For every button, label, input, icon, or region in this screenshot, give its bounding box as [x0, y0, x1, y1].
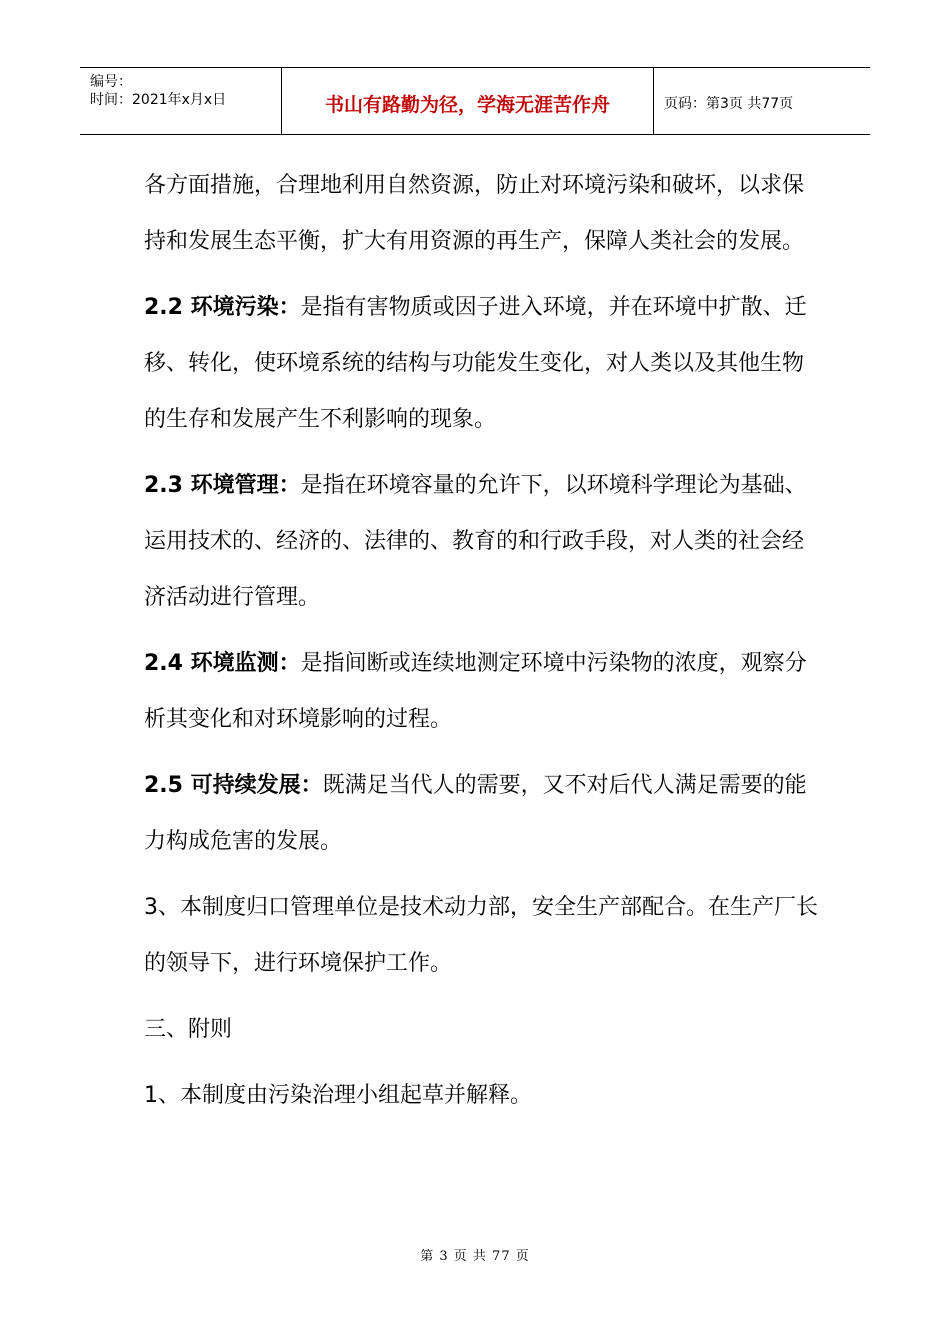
definition-term: 2.5 可持续发展：: [144, 773, 323, 798]
document-body: [144, 158, 824, 1134]
definition-term: 2.2 环境污染：: [144, 295, 301, 320]
document-time-label: 时间：2021年x月x日: [90, 92, 227, 108]
definition-environmental-monitoring: [144, 636, 824, 748]
definition-text: 既满足当代人的需要，又不对后代人满足需要的能力构成危害的发展。: [144, 773, 807, 854]
definition-term: 2.3 环境管理：: [144, 473, 301, 498]
page-footer: 第 3 页 共 77 页: [420, 1249, 530, 1264]
header-page-info: 页码：第3页 共77页: [664, 96, 794, 112]
definition-text: 是指在环境容量的允许下，以环境科学理论为基础、运用技术的、经济的、法律的、教育的和行政手段，对人类的社会经济活动进行管理。: [144, 473, 807, 610]
definition-text: 是指有害物质或因子进入环境，并在环境中扩散、迁移、转化，使环境系统的结构与功能发生变化，对人类以及其他生物的生存和发展产生不利影响的现象。: [144, 295, 807, 432]
definition-environmental-management: [144, 458, 824, 626]
definition-environmental-pollution: [144, 280, 824, 448]
document-number-label: 编号：: [90, 74, 132, 90]
definition-term: 2.4 环境监测：: [144, 651, 301, 676]
definition-sustainable-development: [144, 758, 824, 870]
paragraph: 各方面措施，合理地利用自然资源，防止对环境污染和破坏，以求保持和发展生态平衡，扩大有用资源的再生产，保障人类社会的发展。: [144, 173, 805, 254]
paragraph: 3、本制度归口管理单位是技术动力部，安全生产部配合。在生产厂长的领导下，进行环境保护工作。: [144, 895, 818, 976]
paragraph: 1、本制度由污染治理小组起草并解释。: [144, 1083, 532, 1108]
page-header: [80, 67, 870, 135]
section-heading: 三、附则: [144, 1017, 233, 1042]
definition-text: 是指间断或连续地测定环境中污染物的浓度，观察分析其变化和对环境影响的过程。: [144, 651, 807, 732]
header-motto: 书山有路勤为径，学海无涯苦作舟: [282, 68, 654, 134]
header-meta: [80, 68, 282, 134]
